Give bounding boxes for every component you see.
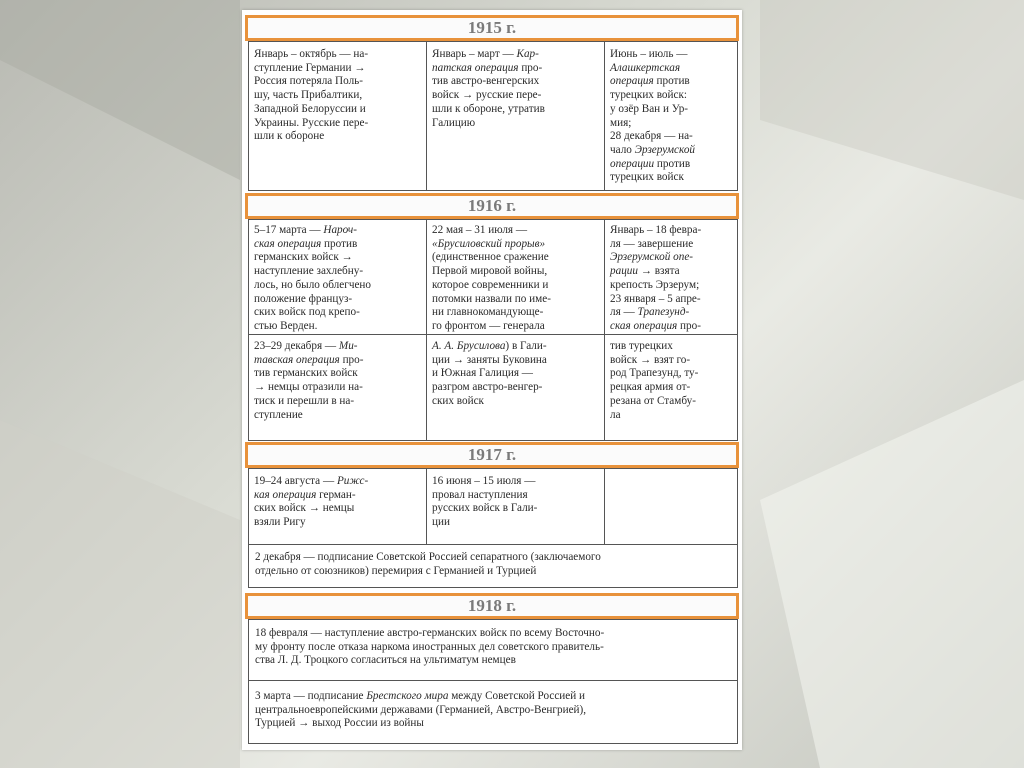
column-divider	[426, 42, 427, 190]
cell-1916-trebizond-cont: тив турецких войск → взят го- род Трапезунд, ту- рецкая армия от- резана от Стамбу- ла	[610, 340, 699, 421]
row-1917-armistice: 2 декабря — подписание Советской Россией сепаратного (заключаемого отдельно от союзников) перемирия с Германией и Турцией	[255, 551, 601, 577]
cell-1917-galicia: 16 июня – 15 июля — провал наступления русских войск в Гали- ции	[432, 475, 538, 529]
year-header-1916: 1916 г.	[245, 193, 739, 219]
timeline-page	[242, 10, 742, 750]
column-divider	[426, 220, 427, 440]
row-divider	[249, 544, 737, 545]
block-1918	[248, 619, 738, 744]
year-header-1917: 1917 г.	[245, 442, 739, 468]
block-1915	[248, 41, 738, 191]
block-1917	[248, 468, 738, 588]
row-1918-offensive: 18 февраля — наступление австро-германских войск по всему Восточно- му фронту после отказа наркома иностранных дел советского правитель- ства Л. Д. Троцкого согласиться на ультиматум немцев	[255, 627, 605, 667]
column-divider	[604, 220, 605, 440]
cell-1915-alashkert: Июнь – июль — Алашкертская операция против турецких войск: у озёр Ван и Ур- мия; 28 декабря — на- чало Эрзерумской операции против турецких войск	[610, 48, 696, 184]
column-divider	[426, 469, 427, 544]
column-divider	[604, 42, 605, 190]
column-divider	[604, 469, 605, 544]
cell-1916-brusilov: 22 мая – 31 июля — «Брусиловский прорыв» (единственное сражение Первой мировой войны, которое современники и потомки назвали по име- ни главнокомандующе- го фронтом — генерала	[432, 224, 551, 332]
row-divider	[249, 334, 737, 335]
cell-1917-riga: 19–24 августа — Рижс- кая операция герман- ских войск → немцы взяли Ригу	[254, 475, 369, 529]
year-header-1915: 1915 г.	[245, 15, 739, 41]
block-1916	[248, 219, 738, 441]
cell-1915-jan-oct: Январь – октябрь — на- ступление Германии → Россия потеряла Поль- шу, часть Прибалтики, Западной Белоруссии и Украины. Русские пере- шли к обороне	[254, 48, 369, 143]
year-header-1918: 1918 г.	[245, 593, 739, 619]
cell-1916-mitava: 23–29 декабря — Ми- тавская операция про- тив германских войск → немцы отразили на- тиск и перешли в на- ступление	[254, 340, 364, 421]
cell-1916-erzurum: Январь – 18 февра- ля — завершение Эрзерумской опе- рации → взята крепость Эрзерум; 23 января – 5 апре- ля — Трапезунд- ская операция про-	[610, 224, 702, 332]
row-divider	[249, 680, 737, 681]
cell-1915-carpathian: Январь – март — Кар- патская операция про- тив австро-венгерских войск → русские пере- шли к обороне, утратив Галицию	[432, 48, 545, 129]
cell-1916-brusilov-cont: А. А. Брусилова) в Гали- ции → заняты Буковина и Южная Галиция — разгром австро-венгер- ских войск	[432, 340, 547, 407]
row-1918-brest: 3 марта — подписание Брестского мира между Советской Россией и центральноевропейскими державами (Германией, Австро-Венгрией), Турцией → выход России из войны	[255, 690, 587, 730]
cell-1916-naroch: 5–17 марта — Нароч- ская операция против германских войск → наступление захлебну- лось, но было облегчено положение француз- ских войск под крепо- стью Верден.	[254, 224, 371, 332]
